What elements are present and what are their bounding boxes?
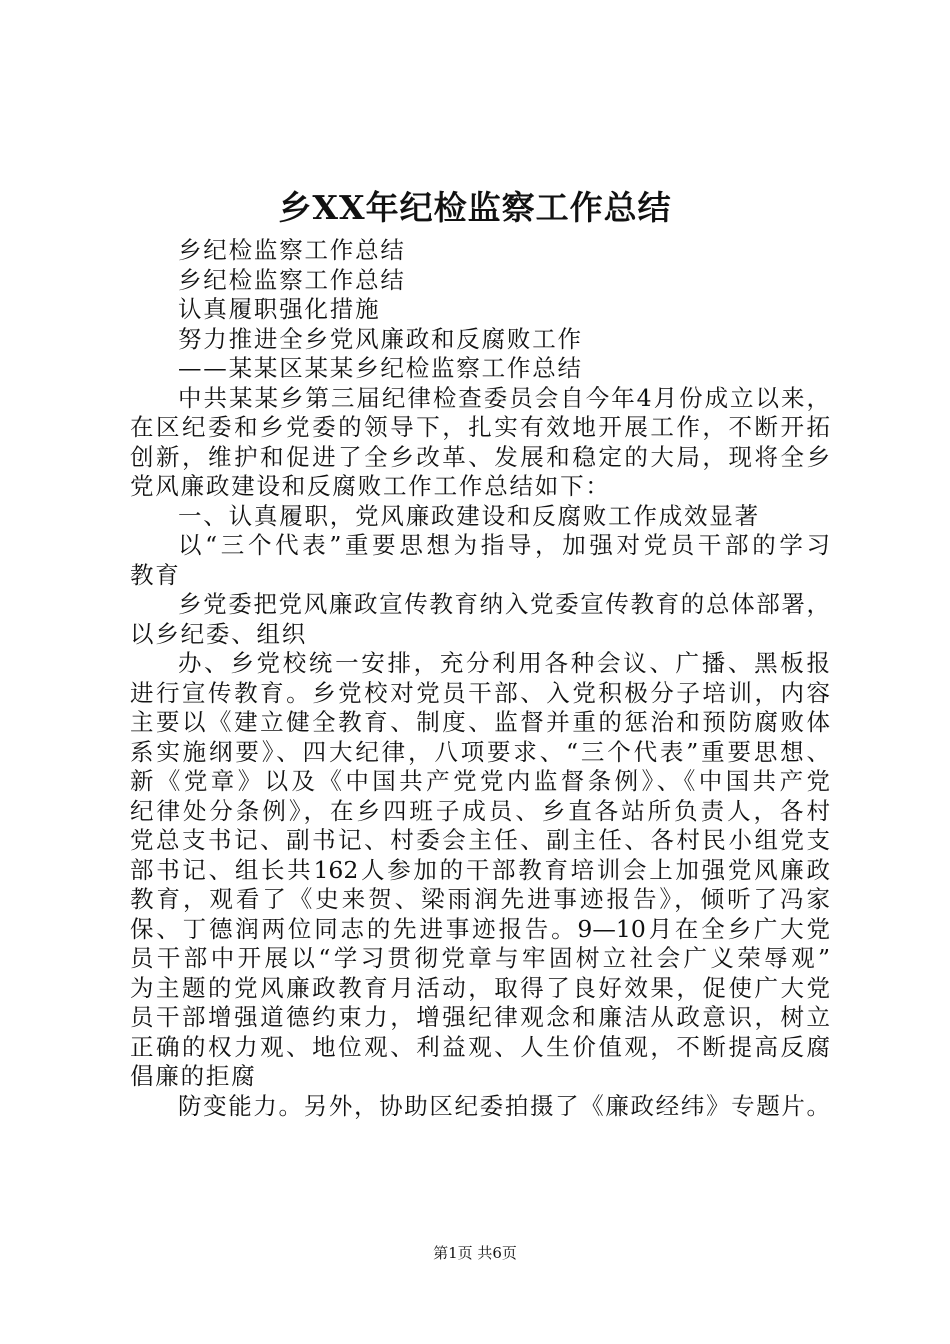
text-line: 新《党章》以及《中国共产党党内监督条例》、《中国共产党 — [130, 767, 830, 795]
text-line: 纪律处分条例》，在乡四班子成员、乡直各站所负责人，各村 — [130, 796, 830, 825]
page-footer: 第1页 共6页 — [433, 1244, 517, 1262]
text-line: 以“三个代表”重要思想为指导，加强对党员干部的学习 — [178, 531, 830, 559]
text-line: 乡纪检监察工作总结 — [178, 236, 406, 264]
text-line: 以乡纪委、组织 — [130, 619, 308, 648]
text-line: 教育，观看了《史来贺、梁雨润先进事迹报告》，倾听了冯家 — [130, 885, 830, 913]
text-line: 员干部中开展以“学习贯彻党章与牢固树立社会广义荣辱观” — [130, 944, 830, 972]
text-line: 主要以《建立健全教育、制度、监督并重的惩治和预防腐败体 — [130, 708, 830, 736]
text-line: 党总支书记、副书记、村委会主任、副主任、各村民小组党支 — [130, 826, 830, 854]
document-title: 乡XX年纪检监察工作总结 — [278, 188, 672, 227]
text-line: 党风廉政建设和反腐败工作工作总结如下： — [130, 472, 611, 500]
text-line: 乡纪检监察工作总结 — [178, 265, 406, 294]
text-line: 系实施纲要》、四大纪律，八项要求、“三个代表”重要思想、 — [130, 737, 830, 766]
text-line: 防变能力。另外，协助区纪委拍摄了《廉政经纬》专题片。 — [178, 1091, 830, 1120]
text-line: 办、乡党校统一安排，充分利用各种会议、广播、黑板报 — [178, 649, 830, 677]
text-line: 保、丁德润两位同志的先进事迹报告。9—10月在全乡广大党 — [130, 914, 830, 943]
text-line: ——某某区某某乡纪检监察工作总结 — [178, 354, 583, 382]
text-line: 认真履职强化措施 — [178, 295, 381, 323]
text-line: 部书记、组长共162人参加的干部教育培训会上加强党风廉政 — [130, 855, 830, 884]
text-line: 教育 — [130, 560, 181, 589]
document-body — [130, 236, 830, 1121]
text-line: 倡廉的拒腐 — [130, 1062, 257, 1090]
text-line: 在区纪委和乡党委的领导下，扎实有效地开展工作，不断开拓 — [130, 413, 830, 441]
text-line: 乡党委把党风廉政宣传教育纳入党委宣传教育的总体部署， — [178, 590, 830, 618]
text-line: 正确的权力观、地位观、利益观、人生价值观，不断提高反腐 — [130, 1032, 830, 1061]
text-line: 一、认真履职，党风廉政建设和反腐败工作成效显著 — [178, 501, 760, 530]
text-line: 进行宣传教育。乡党校对党员干部、入党积极分子培训，内容 — [130, 678, 830, 707]
text-line: 员干部增强道德约束力，增强纪律观念和廉洁从政意识，树立 — [130, 1003, 830, 1031]
text-line: 努力推进全乡党风廉政和反腐败工作 — [178, 324, 583, 353]
text-line: 中共某某乡第三届纪律检查委员会自今年4月份成立以来， — [178, 383, 830, 412]
text-line: 为主题的党风廉政教育月活动，取得了良好效果，促使广大党 — [130, 973, 830, 1002]
text-line: 创新，维护和促进了全乡改革、发展和稳定的大局，现将全乡 — [130, 442, 830, 471]
